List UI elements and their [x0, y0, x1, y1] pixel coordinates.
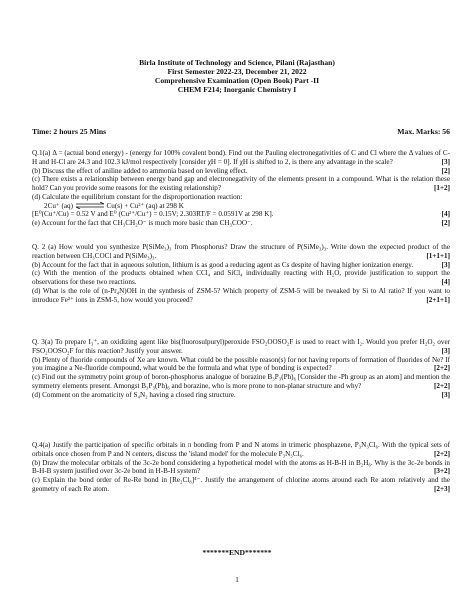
equilibrium-arrow-icon — [75, 202, 105, 209]
q3a-marks: [3] — [441, 346, 450, 355]
q3d-text: (d) Comment on the aromaticity of S₄N₂ having a closed ring structure. — [32, 390, 236, 399]
semester-line: First Semester 2022-23, December 21, 2022 — [167, 67, 307, 76]
q3d — [32, 391, 450, 400]
q1e — [32, 219, 450, 228]
q1d-marks: [4] — [441, 210, 450, 219]
page-number: 1 — [235, 575, 239, 584]
q3b-text: (b) Plenty of fluoride compounds of Xe are known. What could be the possible reason(s) for not having reports of formation of fluorides of Ne? If you imagine a Ne-fluoride compound, what would be the formula and what type of bonding is expected? — [32, 355, 450, 373]
q2c — [32, 269, 450, 287]
q2c-marks: [4] — [441, 278, 450, 286]
q4a-marks: [2+2] — [434, 449, 450, 458]
q3b-marks: [2+2] — [434, 364, 450, 373]
q4b — [32, 459, 450, 477]
q4c-text: (c) Explain the bond order of Re-Re bond in [Re₂Cl₈]⁴⁻. Justify the arrangement of chlorine atoms around each Re atom relatively and the geometry of each Re atom. — [32, 476, 450, 493]
q4a-text: Q.4(a) Justify the participation of specific orbitals in π bonding from P and N atoms in trimeric phosphazene, P₃N₃Cl₆. With the typical sets of orbitals once chosen from P and N centers, discuss the 'island model' for the molecule P₃N₃Cl₆. — [32, 441, 450, 458]
end-marker: *******END******* — [202, 548, 272, 557]
q1a-text: Q.1(a) Δ = (actual bond energy) - (energy for 100% covalent bond). Find out the Pauling electronegativities of C and Cl where the Δ values of C-H and H-Cl are 24.3 and 102.3 kJ/mol respectively [consider χH = 0]. If χH is shifted to 2, is there any advantage in the scale? — [32, 149, 450, 166]
q4c-marks: [2+3] — [434, 484, 450, 493]
q2b — [32, 261, 450, 270]
q2d — [32, 287, 450, 305]
q4b-marks: [3+2] — [434, 467, 450, 476]
question-4 — [32, 441, 450, 494]
q2b-text: (b) Account for the fact that in aqueous solution, lithium is as good a reducing agent as Cs despite of having higher ionization energy. — [32, 260, 414, 269]
q1d-data-text: [E⁰(Cu⁺/Cu) = 0.52 V and E⁰ (Cu²⁺/Cu⁺) = 0.15V; 2.303RT/F = 0.0591V at 298 K]. — [32, 210, 274, 219]
q3b — [32, 356, 450, 374]
q1d-text: (d) Calculate the equilibrium constant for the disproportionation reaction: — [32, 192, 243, 201]
q3a-text: Q. 3(a) To prepare I₃⁺, an oxidizing agent like bis(fluorosulpuryl)peroxide FSO₂OOSO₂F is used to react with I₂. Would you prefer H₂O₂ over FSO₂OOSO₂F for this reaction? Justify your answer. — [32, 338, 450, 355]
reaction-lhs: 2Cu⁺ (aq) — [44, 201, 73, 210]
q1b-marks: [2] — [441, 166, 450, 175]
q4c — [32, 476, 450, 494]
exam-title: Comprehensive Examination (Open Book) Part -II — [154, 76, 320, 85]
q3c-text: (c) Find out the symmetry point group of boron-phosphorus analogue of borazine B₃P₃(Ph)₆ [Consider the -Ph group as an atom] and mention the symmetry elements present. Amongst B₃P₃(Ph)₆ and borazine, who is more prone to non-planar structure and why? — [32, 373, 450, 390]
q1a-marks: [3] — [441, 157, 450, 166]
q2b-marks: [3] — [441, 260, 450, 269]
institute-title: Birla Institute of Technology and Science, Pilani (Rajasthan) — [139, 58, 335, 67]
q2a-marks: [1+1+1] — [426, 251, 450, 260]
q1c-marks: [1+2] — [434, 184, 450, 192]
question-1 — [32, 149, 450, 228]
q1c — [32, 175, 450, 193]
q3d-marks: [3] — [441, 390, 450, 399]
max-marks: Max. Marks: 56 — [397, 127, 450, 136]
q1e-marks: [2] — [441, 219, 450, 227]
q1d-reaction — [32, 202, 450, 211]
q4b-text: (b) Draw the molecular orbitals of the 3c-2e bond considering a hypothetical model with the atoms as H-B-H in B₂H₆. Why is the 3c-2e bonds in B-H-B system justified over 3c-2e bond in H-B-H system? — [32, 458, 450, 476]
q3c-marks: [2+2] — [434, 381, 450, 390]
q3c — [32, 373, 450, 391]
q1b — [32, 167, 450, 176]
q1d — [32, 193, 450, 202]
reaction-rhs: Cu(s) + Cu²⁺ (aq) at 298 K — [106, 201, 184, 210]
q1d-data — [32, 210, 450, 219]
course-title: CHEM F214; Inorganic Chemistry I — [177, 85, 297, 94]
q1c-text: (c) There exists a relationship between energy band gap and electronegativity of the elements present in a compound. What is the relation these hold? Can you provide some reasons for the existing relationship? — [32, 175, 450, 192]
q2d-marks: [2+1+1] — [426, 295, 450, 304]
question-2 — [32, 243, 450, 304]
q3a — [32, 338, 450, 356]
q1a — [32, 149, 450, 167]
q2a — [32, 243, 450, 261]
time-marks-row — [32, 127, 450, 136]
q2d-text: (d) What is the role of (n-Pr₄N)OH in the synthesis of ZSM-5? Which property of ZSM-5 will be tweaked by Si to Al ratio? If you want to introduce Fe²⁺ ions in ZSM-5, how would you proceed? — [32, 286, 450, 304]
q1b-text: (b) Discuss the effect of aniline added to ammonia based on leveling effect. — [32, 166, 248, 175]
q1e-text: (e) Account for the fact that CH₃CH₂O⁻ is much more basic than CH₃COO⁻. — [32, 219, 253, 227]
question-3 — [32, 338, 450, 399]
q2a-text: Q. 2 (a) How would you synthesize P(SiMe₃)₃ from Phosphorus? Draw the structure of P(SiMe₃)₃. Write down the expected product of the reaction between CH₃COCl and P(SiMe₃)₃. — [32, 243, 450, 260]
q2c-text: (c) With the mention of the products obtained when CCl₄ and SiCl₄ individually reacting with H₂O, provide justification to support the observations for these two reactions. — [32, 269, 450, 286]
time-allowed: Time: 2 hours 25 Mins — [32, 127, 107, 136]
q4a — [32, 441, 450, 459]
